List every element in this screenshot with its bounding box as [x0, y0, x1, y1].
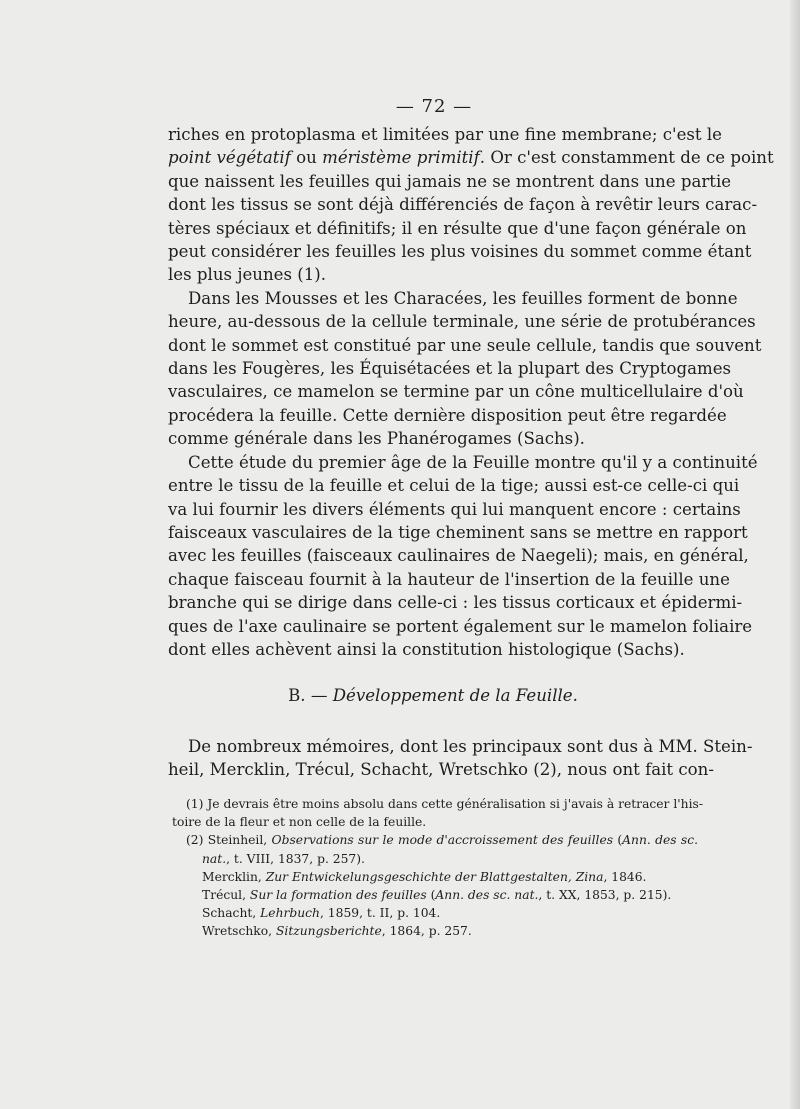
footnote-ref — [186, 886, 698, 904]
ref-author: Trécul, — [202, 888, 250, 903]
text-line: comme générale dans les Phanérogames (Sachs). — [168, 429, 585, 449]
text-line: dont les tissus se sont déjà différenciés de façon à revêtir leurs carac- — [168, 195, 758, 215]
ref-journal: Ann. des sc. — [622, 833, 698, 848]
text-line: dans les Fougères, les Équisétacées et la plupart des Cryptogames — [168, 359, 732, 379]
footnote-ref — [186, 831, 698, 849]
ref-text: ( — [426, 888, 436, 903]
ref-text: , 1846. — [603, 869, 647, 884]
footnote-ref — [186, 868, 698, 886]
footnotes — [172, 795, 703, 941]
ref-text: , 1859, t. II, p. 104. — [319, 906, 441, 921]
text-line: les plus jeunes (1). — [168, 265, 327, 285]
ref-text: , t. XX, 1853, p. 215). — [538, 888, 672, 903]
ref-text: , 1864, p. 257. — [381, 924, 472, 939]
text-line — [168, 146, 774, 169]
text-line: De nombreux mémoires, dont les principaux sont dus à MM. Stein- — [188, 737, 753, 756]
text-line: ques de l'axe caulinaire se portent également sur le mamelon foliaire — [168, 616, 753, 636]
text-line: Cette étude du premier âge de la Feuille montre qu'il y a continuité — [188, 452, 758, 472]
page-edge — [790, 0, 800, 1109]
text-line: tères spéciaux et définitifs; il en résulte que d'une façon générale on — [168, 218, 747, 238]
text-line: heil, Mercklin, Trécul, Schacht, Wretschko (2), nous ont fait con- — [168, 760, 714, 780]
ref-journal: nat. — [202, 851, 227, 866]
ref-title: Observations sur le mode d'accroissement des feuilles — [271, 833, 614, 848]
text-fragment: . Or c'est constamment de ce point — [479, 148, 774, 168]
text-line: riches en protoplasma et limitées par une fine membrane; c'est le — [168, 125, 722, 144]
text-line: que naissent les feuilles qui jamais ne se montrent dans une partie — [168, 171, 732, 191]
text-line: Dans les Mousses et les Characées, les feuilles forment de bonne — [188, 288, 738, 308]
ref-author: (2) Steinheil, — [186, 833, 272, 848]
ref-text: , t. VIII, 1837, p. 257). — [226, 851, 365, 866]
footnote-line: (1) Je devrais être moins absolu dans cette généralisation si j'avais à retracer l'his- — [186, 797, 703, 811]
text-line: branche qui se dirige dans celle-ci : les tissus corticaux et épidermi- — [168, 593, 743, 613]
text-line: procédera la feuille. Cette dernière disposition peut être regardée — [168, 405, 727, 425]
text-line: dont elles achèvent ainsi la constitution histologique (Sachs). — [168, 639, 685, 659]
text-line: avec les feuilles (faisceaux caulinaires de Naegeli); mais, en général, — [168, 546, 749, 566]
ref-text: ( — [613, 833, 623, 848]
text-line: peut considérer les feuilles les plus voisines du sommet comme étant — [168, 242, 752, 262]
ref-title: Sitzungsberichte — [275, 924, 382, 939]
section-title: Développement de la Feuille. — [332, 686, 578, 705]
text-fragment: ou — [290, 148, 323, 168]
text-line: heure, au-dessous de la cellule terminale, une série de protubérances — [168, 312, 756, 332]
text-line: entre le tissu de la feuille et celui de la tige; aussi est-ce celle-ci qui — [168, 476, 740, 496]
footnote-ref — [186, 922, 698, 940]
text-line: chaque faisceau fournit à la hauteur de l'insertion de la feuille une — [168, 569, 730, 589]
section-heading — [168, 686, 698, 705]
section-text — [168, 735, 753, 782]
italic-term: méristème primitif — [322, 148, 480, 168]
body-text — [168, 123, 774, 661]
text-line: faisceaux vasculaires de la tige cheminent sans se mettre en rapport — [168, 522, 748, 542]
text-line: vasculaires, ce mamelon se termine par un cône multicellulaire d'où — [168, 382, 744, 402]
ref-title: Zur Entwickelungsgeschichte der Blattgestalten, Zina — [265, 869, 604, 884]
text-line: dont le sommet est constitué par une seule cellule, tandis que souvent — [168, 335, 762, 355]
text-line: va lui fournir les divers éléments qui lui manquent encore : certains — [168, 499, 741, 519]
section-letter: B. — — [288, 686, 333, 705]
ref-journal: Ann. des sc. nat. — [435, 888, 539, 903]
ref-author: Wretschko, — [202, 924, 276, 939]
footnote-ref — [186, 904, 698, 922]
ref-title: Lehrbuch — [260, 906, 320, 921]
footnote-line: toire de la fleur et non celle de la feuille. — [172, 815, 427, 830]
ref-author: Schacht, — [202, 906, 261, 921]
ref-title: Sur la formation des feuilles — [249, 888, 427, 903]
ref-author: Mercklin, — [202, 869, 266, 884]
italic-term: point végétatif — [168, 148, 291, 168]
page-number: — 72 — — [395, 96, 473, 117]
footnote-ref — [186, 850, 698, 868]
